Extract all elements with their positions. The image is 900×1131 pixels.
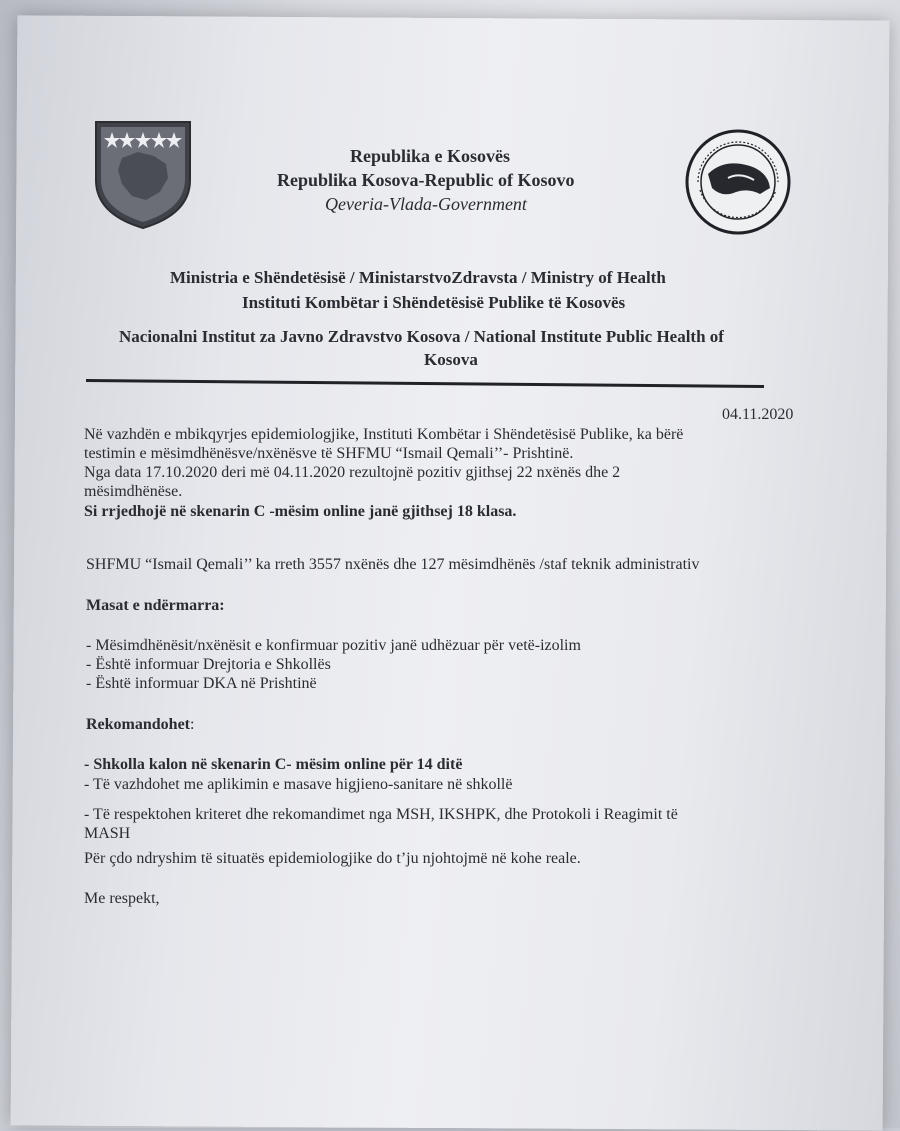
kosovo-coat-of-arms-icon [92,118,194,230]
signoff: Me respekt, [84,890,160,907]
recommendation-item: - Shkolla kalon në skenarin C- mësim online për 14 ditë [84,756,463,773]
public-health-institute-seal-icon [684,128,792,236]
paragraph-line: mësimdhënëse. [84,483,183,500]
header-ministry: Ministria e Shëndetësisë / MinistarstvoZdravsta / Ministry of Health [170,268,666,287]
measures-heading: Masat e ndërmarra: [86,597,225,614]
recommendation-item: - Të vazhdohet me aplikimin e masave higjieno-sanitare në shkollë [84,776,513,793]
header-republic-sq: Republika e Kosovës [350,146,511,166]
recommendation-item: - Të respektohen kriteret dhe rekomandimet nga MSH, IKSHPK, dhe Protokoli i Reagimit të [84,806,678,823]
recommendation-item-cont: MASH [84,825,131,842]
paragraph-line: Nga data 17.10.2020 deri më 04.11.2020 rezultojnë pozitiv gjithsej 22 nxënës dhe 2 [84,464,621,481]
closing-statement: Për çdo ndryshim të situatës epidemiologjike do t’ju njohtojmë në kohe reale. [84,850,581,867]
measure-item: - Është informuar Drejtoria e Shkollës [86,656,331,673]
header-national-institute: Nacionalni Institut za Javno Zdravstvo Kosova / National Institute Public Health of [119,327,724,346]
measure-item: - Është informuar DKA në Prishtinë [86,675,317,692]
header-national-institute-cont: Kosova [424,350,478,369]
header-republic-multi: Republika Kosova-Republic of Kosovo [277,170,575,190]
paragraph-line: testimin e mësimdhënësve/nxënësve të SHFMU “Ismail Qemali’’- Prishtinë. [84,445,574,462]
header-institute: Instituti Kombëtar i Shëndetësisë Publike të Kosovës [242,293,626,312]
recommendations-heading: Rekomandohet: [86,716,195,733]
classes-online-statement: Si rrjedhojë në skenarin C -mësim online janë gjithsej 18 klasa. [84,503,517,520]
paragraph-line: Në vazhdën e mbikqyrjes epidemiologjike, Instituti Kombëtar i Shëndetësisë Publike, ka bërë [84,426,684,443]
header-government: Qeveria-Vlada-Government [325,194,527,214]
school-stats: SHFMU “Ismail Qemali’’ ka rreth 3557 nxënës dhe 127 mësimdhënës /staf teknik administrativ [86,556,700,573]
measure-item: - Mësimdhënësit/nxënësit e konfirmuar pozitiv janë udhëzuar për vetë-izolim [86,637,581,654]
document-date: 04.11.2020 [722,406,794,423]
